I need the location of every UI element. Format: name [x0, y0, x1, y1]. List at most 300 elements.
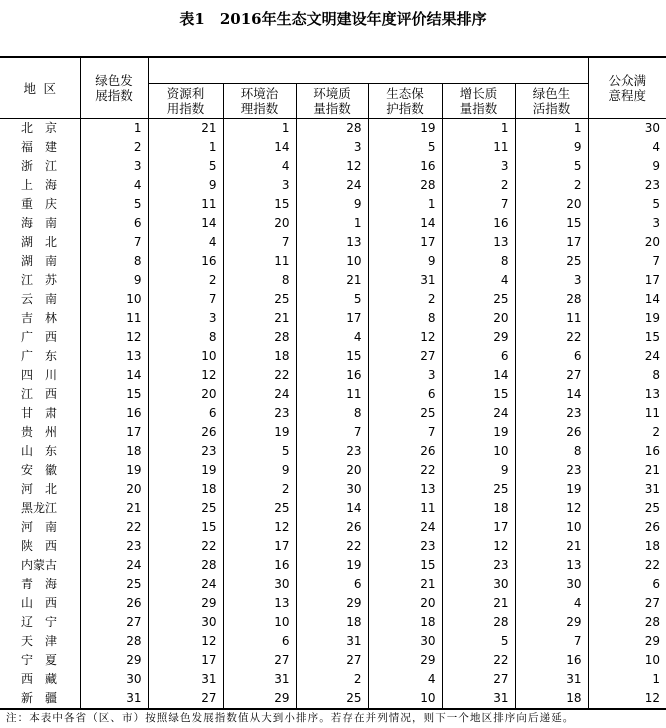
green-index-cell: 28	[80, 632, 148, 651]
resource-use-cell: 27	[148, 689, 223, 709]
table-row	[0, 442, 666, 461]
table-row	[0, 480, 666, 499]
ecological-protection-cell: 25	[368, 404, 442, 423]
ecological-protection-cell: 17	[368, 233, 442, 252]
growth-quality-cell: 7	[442, 195, 515, 214]
growth-quality-cell: 27	[442, 670, 515, 689]
table-row	[0, 423, 666, 442]
region-name: 广 西	[21, 330, 57, 344]
resource-use-cell: 26	[148, 423, 223, 442]
header-sub-index-group	[148, 57, 588, 84]
growth-quality-cell: 9	[442, 461, 515, 480]
ecological-protection-cell: 5	[368, 138, 442, 157]
environment-governance-cell: 25	[223, 499, 296, 518]
environment-quality-cell: 14	[296, 499, 368, 518]
region-cell	[0, 176, 80, 195]
resource-use-cell: 12	[148, 366, 223, 385]
header-resource-use-label: 资源利用指数	[166, 86, 205, 116]
public-satisfaction-cell: 2	[588, 423, 666, 442]
public-satisfaction-cell: 23	[588, 176, 666, 195]
ecological-protection-cell: 18	[368, 613, 442, 632]
region-name: 浙 江	[21, 159, 57, 173]
header-environment-quality	[296, 84, 368, 119]
region-cell	[0, 575, 80, 594]
region-name: 甘 肃	[21, 406, 57, 420]
ecological-protection-cell: 19	[368, 119, 442, 139]
green-living-cell: 23	[515, 404, 588, 423]
ecological-protection-cell: 31	[368, 271, 442, 290]
region-name: 北 京	[21, 121, 57, 135]
region-cell	[0, 442, 80, 461]
table-row	[0, 499, 666, 518]
ecological-protection-cell: 1	[368, 195, 442, 214]
table-row	[0, 651, 666, 670]
green-index-cell: 15	[80, 385, 148, 404]
resource-use-cell: 22	[148, 537, 223, 556]
environment-governance-cell: 15	[223, 195, 296, 214]
ecological-protection-cell: 3	[368, 366, 442, 385]
region-name: 天 津	[21, 634, 57, 648]
green-index-cell: 17	[80, 423, 148, 442]
region-cell	[0, 119, 80, 139]
environment-governance-cell: 25	[223, 290, 296, 309]
region-cell	[0, 613, 80, 632]
resource-use-cell: 1	[148, 138, 223, 157]
environment-governance-cell: 11	[223, 252, 296, 271]
environment-governance-cell: 16	[223, 556, 296, 575]
resource-use-cell: 11	[148, 195, 223, 214]
public-satisfaction-cell: 30	[588, 119, 666, 139]
growth-quality-cell: 25	[442, 290, 515, 309]
resource-use-cell: 2	[148, 271, 223, 290]
table-row	[0, 271, 666, 290]
green-index-cell: 21	[80, 499, 148, 518]
region-cell	[0, 366, 80, 385]
region-name: 河 南	[21, 520, 57, 534]
green-living-cell: 28	[515, 290, 588, 309]
green-living-cell: 9	[515, 138, 588, 157]
public-satisfaction-cell: 4	[588, 138, 666, 157]
region-name: 山 西	[21, 596, 57, 610]
green-index-cell: 25	[80, 575, 148, 594]
environment-quality-cell: 9	[296, 195, 368, 214]
green-index-cell: 2	[80, 138, 148, 157]
environment-quality-cell: 16	[296, 366, 368, 385]
growth-quality-cell: 3	[442, 157, 515, 176]
growth-quality-cell: 15	[442, 385, 515, 404]
environment-quality-cell: 22	[296, 537, 368, 556]
table-row	[0, 214, 666, 233]
ecological-protection-cell: 9	[368, 252, 442, 271]
environment-governance-cell: 20	[223, 214, 296, 233]
growth-quality-cell: 4	[442, 271, 515, 290]
table-row	[0, 689, 666, 709]
ecological-protection-cell: 14	[368, 214, 442, 233]
growth-quality-cell: 31	[442, 689, 515, 709]
region-name: 广 东	[21, 349, 57, 363]
table-row	[0, 404, 666, 423]
green-index-cell: 14	[80, 366, 148, 385]
growth-quality-cell: 28	[442, 613, 515, 632]
growth-quality-cell: 14	[442, 366, 515, 385]
green-index-cell: 23	[80, 537, 148, 556]
growth-quality-cell: 18	[442, 499, 515, 518]
header-environment-governance	[223, 84, 296, 119]
growth-quality-cell: 12	[442, 537, 515, 556]
public-satisfaction-cell: 3	[588, 214, 666, 233]
region-name: 海 南	[21, 216, 57, 230]
table-row	[0, 195, 666, 214]
ranking-table	[0, 56, 666, 710]
region-cell	[0, 670, 80, 689]
environment-governance-cell: 30	[223, 575, 296, 594]
public-satisfaction-cell: 29	[588, 632, 666, 651]
green-index-cell: 27	[80, 613, 148, 632]
region-name: 西 藏	[21, 672, 57, 686]
ecological-protection-cell: 23	[368, 537, 442, 556]
green-living-cell: 17	[515, 233, 588, 252]
table-row	[0, 632, 666, 651]
environment-quality-cell: 21	[296, 271, 368, 290]
green-living-cell: 1	[515, 119, 588, 139]
green-living-cell: 23	[515, 461, 588, 480]
region-name: 山 东	[21, 444, 57, 458]
green-living-cell: 10	[515, 518, 588, 537]
growth-quality-cell: 10	[442, 442, 515, 461]
ecological-protection-cell: 10	[368, 689, 442, 709]
green-living-cell: 5	[515, 157, 588, 176]
environment-governance-cell: 13	[223, 594, 296, 613]
ecological-protection-cell: 24	[368, 518, 442, 537]
environment-governance-cell: 3	[223, 176, 296, 195]
header-green-living-label: 绿色生活指数	[532, 86, 571, 116]
resource-use-cell: 29	[148, 594, 223, 613]
region-cell	[0, 233, 80, 252]
header-growth-quality-label: 增长质量指数	[459, 86, 498, 116]
environment-governance-cell: 8	[223, 271, 296, 290]
region-cell	[0, 556, 80, 575]
environment-quality-cell: 4	[296, 328, 368, 347]
header-environment-quality-label: 环境质量指数	[313, 86, 351, 116]
green-index-cell: 12	[80, 328, 148, 347]
growth-quality-cell: 23	[442, 556, 515, 575]
environment-governance-cell: 19	[223, 423, 296, 442]
table-row	[0, 290, 666, 309]
environment-governance-cell: 7	[223, 233, 296, 252]
region-cell	[0, 461, 80, 480]
growth-quality-cell: 2	[442, 176, 515, 195]
region-name: 内蒙古	[21, 558, 58, 572]
region-name: 江 苏	[21, 273, 57, 287]
environment-governance-cell: 2	[223, 480, 296, 499]
growth-quality-cell: 21	[442, 594, 515, 613]
environment-quality-cell: 3	[296, 138, 368, 157]
green-index-cell: 4	[80, 176, 148, 195]
environment-governance-cell: 31	[223, 670, 296, 689]
public-satisfaction-cell: 9	[588, 157, 666, 176]
resource-use-cell: 23	[148, 442, 223, 461]
green-living-cell: 19	[515, 480, 588, 499]
region-cell	[0, 290, 80, 309]
ecological-protection-cell: 26	[368, 442, 442, 461]
environment-governance-cell: 27	[223, 651, 296, 670]
region-cell	[0, 632, 80, 651]
public-satisfaction-cell: 28	[588, 613, 666, 632]
public-satisfaction-cell: 7	[588, 252, 666, 271]
table-row	[0, 309, 666, 328]
ecological-protection-cell: 21	[368, 575, 442, 594]
public-satisfaction-cell: 6	[588, 575, 666, 594]
environment-governance-cell: 10	[223, 613, 296, 632]
ecological-protection-cell: 7	[368, 423, 442, 442]
ecological-protection-cell: 2	[368, 290, 442, 309]
region-cell	[0, 594, 80, 613]
ecological-protection-cell: 11	[368, 499, 442, 518]
environment-quality-cell: 12	[296, 157, 368, 176]
environment-governance-cell: 29	[223, 689, 296, 709]
region-name: 安 徽	[21, 463, 57, 477]
public-satisfaction-cell: 15	[588, 328, 666, 347]
ecological-protection-cell: 30	[368, 632, 442, 651]
environment-quality-cell: 27	[296, 651, 368, 670]
resource-use-cell: 31	[148, 670, 223, 689]
region-cell	[0, 385, 80, 404]
public-satisfaction-cell: 26	[588, 518, 666, 537]
growth-quality-cell: 1	[442, 119, 515, 139]
environment-quality-cell: 2	[296, 670, 368, 689]
environment-governance-cell: 21	[223, 309, 296, 328]
header-resource-use	[148, 84, 223, 119]
region-name: 福 建	[21, 140, 57, 154]
growth-quality-cell: 20	[442, 309, 515, 328]
header-growth-quality	[442, 84, 515, 119]
environment-quality-cell: 11	[296, 385, 368, 404]
environment-quality-cell: 23	[296, 442, 368, 461]
region-cell	[0, 309, 80, 328]
green-living-cell: 14	[515, 385, 588, 404]
table-row	[0, 138, 666, 157]
public-satisfaction-cell: 25	[588, 499, 666, 518]
public-satisfaction-cell: 16	[588, 442, 666, 461]
resource-use-cell: 6	[148, 404, 223, 423]
green-living-cell: 11	[515, 309, 588, 328]
table-row	[0, 157, 666, 176]
environment-quality-cell: 19	[296, 556, 368, 575]
region-name: 新 疆	[21, 691, 57, 705]
green-index-cell: 3	[80, 157, 148, 176]
ecological-protection-cell: 29	[368, 651, 442, 670]
green-index-cell: 24	[80, 556, 148, 575]
green-living-cell: 31	[515, 670, 588, 689]
green-living-cell: 21	[515, 537, 588, 556]
public-satisfaction-cell: 27	[588, 594, 666, 613]
environment-quality-cell: 25	[296, 689, 368, 709]
resource-use-cell: 16	[148, 252, 223, 271]
region-name: 湖 北	[21, 235, 57, 249]
green-index-cell: 5	[80, 195, 148, 214]
environment-quality-cell: 13	[296, 233, 368, 252]
growth-quality-cell: 19	[442, 423, 515, 442]
region-name: 贵 州	[21, 425, 57, 439]
table-row	[0, 347, 666, 366]
growth-quality-cell: 13	[442, 233, 515, 252]
table-row	[0, 594, 666, 613]
resource-use-cell: 10	[148, 347, 223, 366]
green-living-cell: 16	[515, 651, 588, 670]
table-row	[0, 119, 666, 139]
region-cell	[0, 518, 80, 537]
environment-quality-cell: 7	[296, 423, 368, 442]
environment-quality-cell: 15	[296, 347, 368, 366]
environment-quality-cell: 20	[296, 461, 368, 480]
public-satisfaction-cell: 20	[588, 233, 666, 252]
header-green-index-label: 绿色发展指数	[95, 73, 133, 103]
header-environment-governance-label: 环境治理指数	[240, 86, 279, 116]
environment-quality-cell: 18	[296, 613, 368, 632]
public-satisfaction-cell: 17	[588, 271, 666, 290]
resource-use-cell: 17	[148, 651, 223, 670]
region-cell	[0, 689, 80, 709]
green-index-cell: 9	[80, 271, 148, 290]
environment-quality-cell: 1	[296, 214, 368, 233]
environment-quality-cell: 31	[296, 632, 368, 651]
environment-governance-cell: 18	[223, 347, 296, 366]
environment-quality-cell: 10	[296, 252, 368, 271]
table-row	[0, 366, 666, 385]
green-index-cell: 10	[80, 290, 148, 309]
public-satisfaction-cell: 5	[588, 195, 666, 214]
resource-use-cell: 8	[148, 328, 223, 347]
region-cell	[0, 347, 80, 366]
table-row	[0, 252, 666, 271]
public-satisfaction-cell: 21	[588, 461, 666, 480]
resource-use-cell: 20	[148, 385, 223, 404]
region-cell	[0, 138, 80, 157]
region-cell	[0, 651, 80, 670]
resource-use-cell: 12	[148, 632, 223, 651]
green-index-cell: 29	[80, 651, 148, 670]
growth-quality-cell: 5	[442, 632, 515, 651]
public-satisfaction-cell: 24	[588, 347, 666, 366]
environment-governance-cell: 17	[223, 537, 296, 556]
ecological-protection-cell: 28	[368, 176, 442, 195]
environment-quality-cell: 6	[296, 575, 368, 594]
green-living-cell: 18	[515, 689, 588, 709]
public-satisfaction-cell: 8	[588, 366, 666, 385]
public-satisfaction-cell: 31	[588, 480, 666, 499]
table-title: 表1 2016年生态文明建设年度评价结果排序	[179, 10, 487, 28]
growth-quality-cell: 25	[442, 480, 515, 499]
green-living-cell: 8	[515, 442, 588, 461]
public-satisfaction-cell: 10	[588, 651, 666, 670]
green-index-cell: 13	[80, 347, 148, 366]
region-name: 湖 南	[21, 254, 57, 268]
green-index-cell: 8	[80, 252, 148, 271]
region-cell	[0, 499, 80, 518]
region-name: 上 海	[21, 178, 57, 192]
public-satisfaction-cell: 22	[588, 556, 666, 575]
public-satisfaction-cell: 18	[588, 537, 666, 556]
environment-quality-cell: 8	[296, 404, 368, 423]
resource-use-cell: 15	[148, 518, 223, 537]
table-row	[0, 537, 666, 556]
environment-quality-cell: 28	[296, 119, 368, 139]
region-name: 吉 林	[21, 311, 57, 325]
growth-quality-cell: 24	[442, 404, 515, 423]
table-note: 注：本表中各省（区、市）按照绿色发展指数值从大到小排序。若存在并列情况，则下一个地区排序向后递延。	[6, 712, 575, 724]
region-cell	[0, 252, 80, 271]
public-satisfaction-cell: 13	[588, 385, 666, 404]
green-living-cell: 12	[515, 499, 588, 518]
green-living-cell: 15	[515, 214, 588, 233]
header-public-satisfaction	[588, 57, 666, 119]
growth-quality-cell: 29	[442, 328, 515, 347]
environment-governance-cell: 6	[223, 632, 296, 651]
green-living-cell: 2	[515, 176, 588, 195]
table-row	[0, 385, 666, 404]
resource-use-cell: 7	[148, 290, 223, 309]
table-row	[0, 613, 666, 632]
green-living-cell: 4	[515, 594, 588, 613]
table-row	[0, 233, 666, 252]
green-index-cell: 16	[80, 404, 148, 423]
environment-quality-cell: 5	[296, 290, 368, 309]
environment-quality-cell: 24	[296, 176, 368, 195]
public-satisfaction-cell: 19	[588, 309, 666, 328]
green-living-cell: 3	[515, 271, 588, 290]
growth-quality-cell: 16	[442, 214, 515, 233]
ecological-protection-cell: 8	[368, 309, 442, 328]
region-cell	[0, 214, 80, 233]
green-living-cell: 6	[515, 347, 588, 366]
public-satisfaction-cell: 14	[588, 290, 666, 309]
environment-quality-cell: 17	[296, 309, 368, 328]
header-ecological-protection	[368, 84, 442, 119]
resource-use-cell: 21	[148, 119, 223, 139]
growth-quality-cell: 11	[442, 138, 515, 157]
green-index-cell: 30	[80, 670, 148, 689]
growth-quality-cell: 22	[442, 651, 515, 670]
environment-governance-cell: 14	[223, 138, 296, 157]
ecological-protection-cell: 20	[368, 594, 442, 613]
public-satisfaction-cell: 1	[588, 670, 666, 689]
region-cell	[0, 480, 80, 499]
region-name: 云 南	[21, 292, 57, 306]
green-index-cell: 11	[80, 309, 148, 328]
environment-governance-cell: 23	[223, 404, 296, 423]
table-row	[0, 575, 666, 594]
header-public-satisfaction-label: 公众满意程度	[608, 73, 647, 103]
environment-quality-cell: 30	[296, 480, 368, 499]
environment-governance-cell: 24	[223, 385, 296, 404]
ecological-protection-cell: 6	[368, 385, 442, 404]
growth-quality-cell: 8	[442, 252, 515, 271]
growth-quality-cell: 17	[442, 518, 515, 537]
environment-quality-cell: 29	[296, 594, 368, 613]
green-index-cell: 6	[80, 214, 148, 233]
region-name: 青 海	[21, 577, 57, 591]
region-name: 陕 西	[21, 539, 57, 553]
region-name: 辽 宁	[21, 615, 57, 629]
region-name: 宁 夏	[21, 653, 57, 667]
green-index-cell: 26	[80, 594, 148, 613]
resource-use-cell: 28	[148, 556, 223, 575]
table-row	[0, 556, 666, 575]
green-index-cell: 22	[80, 518, 148, 537]
region-name: 江 西	[21, 387, 57, 401]
growth-quality-cell: 30	[442, 575, 515, 594]
green-index-cell: 7	[80, 233, 148, 252]
